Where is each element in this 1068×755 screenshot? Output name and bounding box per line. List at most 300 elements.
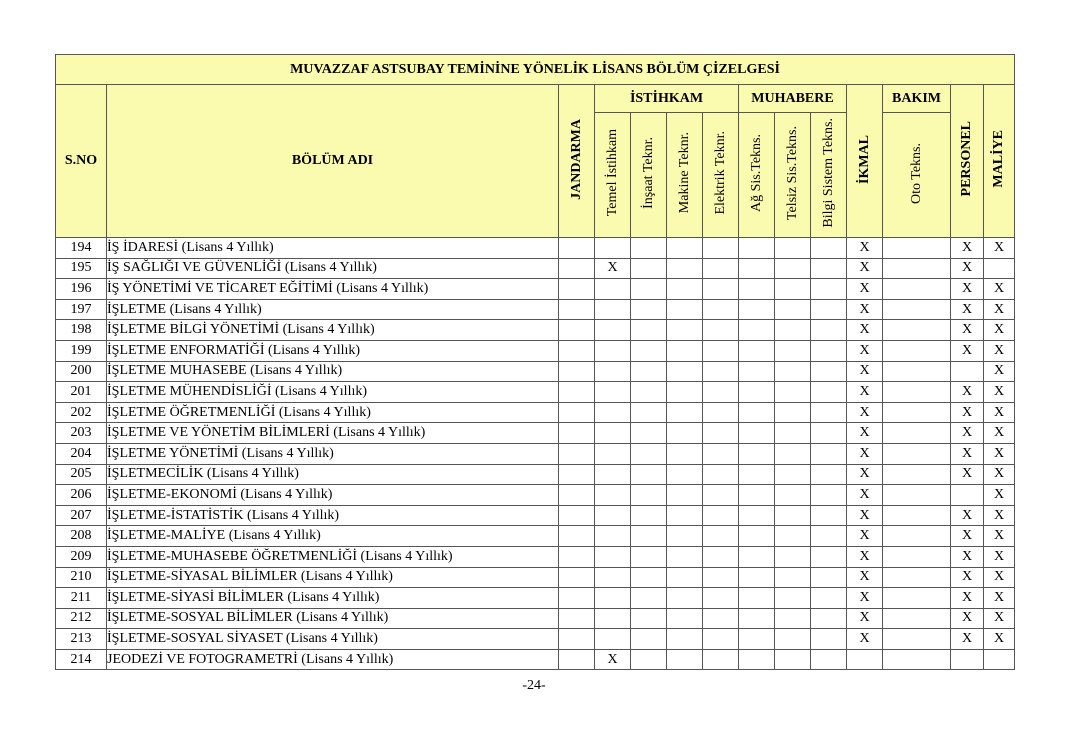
row-mark-cell: [595, 279, 631, 300]
row-mark-cell: [667, 423, 703, 444]
row-mark-cell: [631, 443, 667, 464]
row-mark-cell: [811, 505, 847, 526]
row-mark-cell: X: [847, 258, 883, 279]
row-mark-cell: X: [847, 402, 883, 423]
row-mark-cell: [559, 361, 595, 382]
row-mark-cell: X: [984, 279, 1015, 300]
row-department-name: İŞLETME VE YÖNETİM BİLİMLERİ (Lisans 4 Yıllık): [107, 423, 559, 444]
row-mark-cell: X: [951, 629, 984, 650]
subheader-ag-sis-tekns: Ağ Sis.Tekns.: [748, 134, 764, 212]
row-mark-cell: X: [951, 443, 984, 464]
row-mark-cell: [667, 382, 703, 403]
row-mark-cell: [559, 279, 595, 300]
row-mark-cell: [739, 279, 775, 300]
row-mark-cell: X: [984, 526, 1015, 547]
row-mark-cell: [883, 505, 951, 526]
row-mark-cell: [559, 588, 595, 609]
row-mark-cell: X: [984, 382, 1015, 403]
row-mark-cell: [739, 382, 775, 403]
row-mark-cell: [703, 279, 739, 300]
row-mark-cell: [631, 588, 667, 609]
row-mark-cell: [631, 423, 667, 444]
subheader-bilgi-sistem-tekns: Bilgi Sistem Tekns.: [820, 118, 836, 228]
row-mark-cell: [703, 238, 739, 259]
row-mark-cell: [559, 608, 595, 629]
row-department-name: İŞ SAĞLIĞI VE GÜVENLİĞİ (Lisans 4 Yıllık): [107, 258, 559, 279]
row-mark-cell: [703, 629, 739, 650]
row-department-name: İŞLETME-SOSYAL SİYASET (Lisans 4 Yıllık): [107, 629, 559, 650]
row-mark-cell: [883, 629, 951, 650]
header-sno: S.NO: [56, 85, 107, 238]
row-mark-cell: [595, 588, 631, 609]
row-sno: 212: [56, 608, 107, 629]
row-mark-cell: X: [984, 402, 1015, 423]
row-mark-cell: [631, 340, 667, 361]
row-sno: 211: [56, 588, 107, 609]
row-mark-cell: [883, 567, 951, 588]
row-mark-cell: [811, 361, 847, 382]
subheader-cell: [775, 113, 811, 238]
row-mark-cell: X: [984, 588, 1015, 609]
row-mark-cell: [667, 608, 703, 629]
row-department-name: İŞLETME-SİYASAL BİLİMLER (Lisans 4 Yıllık): [107, 567, 559, 588]
row-mark-cell: [559, 238, 595, 259]
row-mark-cell: [559, 649, 595, 670]
row-mark-cell: [631, 629, 667, 650]
row-mark-cell: [811, 279, 847, 300]
row-mark-cell: [775, 608, 811, 629]
row-department-name: İŞLETME-EKONOMİ (Lisans 4 Yıllık): [107, 485, 559, 506]
row-mark-cell: [631, 279, 667, 300]
row-mark-cell: [703, 526, 739, 547]
row-department-name: İŞLETME ENFORMATİĞİ (Lisans 4 Yıllık): [107, 340, 559, 361]
row-mark-cell: [883, 526, 951, 547]
row-mark-cell: X: [951, 608, 984, 629]
department-table: [55, 54, 1015, 670]
row-mark-cell: [775, 320, 811, 341]
row-mark-cell: [739, 505, 775, 526]
row-mark-cell: X: [984, 567, 1015, 588]
row-mark-cell: [703, 402, 739, 423]
row-mark-cell: [984, 258, 1015, 279]
row-sno: 210: [56, 567, 107, 588]
row-mark-cell: X: [951, 505, 984, 526]
row-mark-cell: [883, 649, 951, 670]
row-mark-cell: [559, 402, 595, 423]
row-mark-cell: [739, 361, 775, 382]
row-mark-cell: [739, 423, 775, 444]
header-muhabere: MUHABERE: [739, 85, 847, 113]
row-mark-cell: [631, 299, 667, 320]
row-mark-cell: [739, 340, 775, 361]
row-department-name: İŞLETME YÖNETİMİ (Lisans 4 Yıllık): [107, 443, 559, 464]
row-mark-cell: [703, 608, 739, 629]
table-row: [56, 629, 1015, 650]
row-mark-cell: [775, 402, 811, 423]
row-mark-cell: [811, 608, 847, 629]
row-mark-cell: [811, 588, 847, 609]
row-mark-cell: X: [951, 402, 984, 423]
row-mark-cell: [559, 340, 595, 361]
row-mark-cell: [703, 485, 739, 506]
row-mark-cell: [703, 299, 739, 320]
table-body: [56, 238, 1015, 670]
row-mark-cell: X: [984, 443, 1015, 464]
row-mark-cell: X: [951, 588, 984, 609]
table-row: [56, 382, 1015, 403]
row-mark-cell: [667, 485, 703, 506]
row-mark-cell: X: [847, 485, 883, 506]
row-mark-cell: [595, 464, 631, 485]
row-mark-cell: X: [951, 340, 984, 361]
row-mark-cell: [811, 649, 847, 670]
row-mark-cell: [667, 443, 703, 464]
row-mark-cell: [559, 485, 595, 506]
table-row: [56, 588, 1015, 609]
table-row: [56, 340, 1015, 361]
table-row: [56, 567, 1015, 588]
row-mark-cell: [739, 299, 775, 320]
row-mark-cell: [739, 567, 775, 588]
row-sno: 201: [56, 382, 107, 403]
subheader-telsiz-sis-tekns: Telsiz Sis.Tekns.: [784, 125, 800, 221]
row-sno: 196: [56, 279, 107, 300]
row-department-name: İŞLETME (Lisans 4 Yıllık): [107, 299, 559, 320]
row-mark-cell: [595, 567, 631, 588]
row-mark-cell: [739, 588, 775, 609]
row-sno: 203: [56, 423, 107, 444]
row-sno: 194: [56, 238, 107, 259]
row-mark-cell: [811, 320, 847, 341]
row-mark-cell: [559, 258, 595, 279]
subheader-cell: [703, 113, 739, 238]
table-row: [56, 485, 1015, 506]
row-mark-cell: X: [984, 485, 1015, 506]
row-mark-cell: [775, 238, 811, 259]
row-mark-cell: [775, 299, 811, 320]
row-mark-cell: [775, 526, 811, 547]
table-title: MUVAZZAF ASTSUBAY TEMİNİNE YÖNELİK LİSANS BÖLÜM ÇİZELGESİ: [56, 55, 1015, 85]
table-row: [56, 299, 1015, 320]
subheader-cell: [811, 113, 847, 238]
row-mark-cell: [595, 402, 631, 423]
row-mark-cell: X: [847, 320, 883, 341]
row-mark-cell: [595, 608, 631, 629]
row-department-name: İŞLETME-İSTATİSTİK (Lisans 4 Yıllık): [107, 505, 559, 526]
row-mark-cell: [595, 238, 631, 259]
row-mark-cell: [559, 505, 595, 526]
table-row: [56, 546, 1015, 567]
row-mark-cell: [811, 485, 847, 506]
row-mark-cell: [631, 546, 667, 567]
row-mark-cell: X: [951, 464, 984, 485]
row-department-name: İŞ YÖNETİMİ VE TİCARET EĞİTİMİ (Lisans 4 Yıllık): [107, 279, 559, 300]
table-row: [56, 443, 1015, 464]
row-sno: 214: [56, 649, 107, 670]
row-mark-cell: [775, 361, 811, 382]
subheader-cell: [667, 113, 703, 238]
row-mark-cell: [703, 361, 739, 382]
row-mark-cell: [811, 443, 847, 464]
row-mark-cell: [811, 238, 847, 259]
row-mark-cell: X: [847, 382, 883, 403]
row-mark-cell: [811, 299, 847, 320]
row-mark-cell: [739, 485, 775, 506]
row-mark-cell: [595, 423, 631, 444]
row-mark-cell: [631, 258, 667, 279]
table-row: [56, 505, 1015, 526]
header-istihkam: İSTİHKAM: [595, 85, 739, 113]
row-sno: 200: [56, 361, 107, 382]
row-mark-cell: [883, 382, 951, 403]
row-mark-cell: [775, 443, 811, 464]
table-row: [56, 464, 1015, 485]
row-mark-cell: [703, 258, 739, 279]
row-mark-cell: [559, 299, 595, 320]
row-mark-cell: [984, 649, 1015, 670]
row-mark-cell: X: [984, 629, 1015, 650]
row-mark-cell: [559, 382, 595, 403]
row-mark-cell: [703, 320, 739, 341]
header-ikmal: [847, 85, 883, 238]
table-row: [56, 649, 1015, 670]
row-mark-cell: [703, 649, 739, 670]
row-mark-cell: [883, 299, 951, 320]
header-ikmal-label: İKMAL: [856, 134, 872, 184]
row-department-name: İŞLETME-SİYASİ BİLİMLER (Lisans 4 Yıllık): [107, 588, 559, 609]
row-mark-cell: X: [595, 649, 631, 670]
row-mark-cell: X: [951, 382, 984, 403]
row-mark-cell: [739, 629, 775, 650]
row-mark-cell: [883, 340, 951, 361]
row-mark-cell: [883, 485, 951, 506]
row-mark-cell: X: [847, 608, 883, 629]
row-mark-cell: [667, 546, 703, 567]
subheader-cell: [595, 113, 631, 238]
row-department-name: İŞLETME-SOSYAL BİLİMLER (Lisans 4 Yıllık): [107, 608, 559, 629]
row-mark-cell: [595, 629, 631, 650]
row-mark-cell: [703, 464, 739, 485]
row-department-name: İŞLETME-MUHASEBE ÖĞRETMENLİĞİ (Lisans 4 Yıllık): [107, 546, 559, 567]
row-mark-cell: [811, 382, 847, 403]
row-mark-cell: [739, 402, 775, 423]
row-mark-cell: [883, 464, 951, 485]
row-mark-cell: [667, 505, 703, 526]
row-mark-cell: [703, 382, 739, 403]
page-number: -24-: [522, 678, 546, 693]
row-mark-cell: [775, 505, 811, 526]
row-mark-cell: [667, 629, 703, 650]
row-mark-cell: X: [847, 299, 883, 320]
row-mark-cell: X: [951, 299, 984, 320]
row-mark-cell: [595, 340, 631, 361]
row-mark-cell: X: [984, 423, 1015, 444]
row-sno: 202: [56, 402, 107, 423]
row-department-name: İŞLETME BİLGİ YÖNETİMİ (Lisans 4 Yıllık): [107, 320, 559, 341]
row-mark-cell: [595, 485, 631, 506]
row-mark-cell: [667, 649, 703, 670]
row-mark-cell: [775, 546, 811, 567]
row-mark-cell: [667, 526, 703, 547]
row-mark-cell: X: [847, 546, 883, 567]
row-mark-cell: X: [595, 258, 631, 279]
row-department-name: JEODEZİ VE FOTOGRAMETRİ (Lisans 4 Yıllık): [107, 649, 559, 670]
row-mark-cell: [631, 464, 667, 485]
row-mark-cell: [631, 608, 667, 629]
row-mark-cell: [775, 382, 811, 403]
row-mark-cell: [739, 443, 775, 464]
row-mark-cell: X: [847, 526, 883, 547]
row-department-name: İŞLETME ÖĞRETMENLİĞİ (Lisans 4 Yıllık): [107, 402, 559, 423]
row-mark-cell: [631, 485, 667, 506]
row-mark-cell: [631, 382, 667, 403]
row-mark-cell: X: [984, 299, 1015, 320]
row-mark-cell: [739, 238, 775, 259]
row-mark-cell: [667, 238, 703, 259]
row-mark-cell: [775, 485, 811, 506]
row-mark-cell: X: [951, 279, 984, 300]
row-mark-cell: [739, 526, 775, 547]
row-sno: 208: [56, 526, 107, 547]
row-mark-cell: [595, 443, 631, 464]
row-mark-cell: [595, 361, 631, 382]
row-mark-cell: [595, 320, 631, 341]
table-row: [56, 361, 1015, 382]
row-mark-cell: X: [984, 238, 1015, 259]
header-name: BÖLÜM ADI: [107, 85, 559, 238]
row-mark-cell: X: [847, 629, 883, 650]
table-row: [56, 320, 1015, 341]
row-mark-cell: [595, 526, 631, 547]
row-sno: 213: [56, 629, 107, 650]
row-mark-cell: [883, 258, 951, 279]
row-mark-cell: [883, 279, 951, 300]
row-mark-cell: [775, 258, 811, 279]
row-mark-cell: [951, 649, 984, 670]
header-jandarma-label: JANDARMA: [568, 118, 584, 200]
row-mark-cell: [667, 340, 703, 361]
row-mark-cell: [559, 526, 595, 547]
row-mark-cell: [631, 567, 667, 588]
row-mark-cell: [739, 258, 775, 279]
row-mark-cell: [883, 320, 951, 341]
row-mark-cell: [883, 546, 951, 567]
table-row: [56, 608, 1015, 629]
row-mark-cell: [667, 279, 703, 300]
row-mark-cell: X: [951, 526, 984, 547]
row-mark-cell: X: [984, 464, 1015, 485]
row-mark-cell: [775, 279, 811, 300]
row-mark-cell: [883, 443, 951, 464]
row-mark-cell: [811, 526, 847, 547]
row-mark-cell: [811, 340, 847, 361]
row-mark-cell: [559, 567, 595, 588]
row-sno: 207: [56, 505, 107, 526]
subheader-insaat-teknr: İnşaat Teknr.: [640, 137, 656, 209]
row-mark-cell: X: [951, 567, 984, 588]
row-mark-cell: [775, 588, 811, 609]
row-mark-cell: [703, 423, 739, 444]
row-mark-cell: [631, 402, 667, 423]
row-department-name: İŞLETME-MALİYE (Lisans 4 Yıllık): [107, 526, 559, 547]
row-mark-cell: [559, 443, 595, 464]
header-personel: [951, 85, 984, 238]
row-sno: 206: [56, 485, 107, 506]
row-mark-cell: [703, 567, 739, 588]
row-mark-cell: X: [847, 443, 883, 464]
row-mark-cell: [667, 361, 703, 382]
row-mark-cell: [847, 649, 883, 670]
row-sno: 209: [56, 546, 107, 567]
table-row: [56, 402, 1015, 423]
row-mark-cell: [811, 258, 847, 279]
row-mark-cell: [775, 464, 811, 485]
subheader-cell: [883, 113, 951, 238]
row-mark-cell: [631, 238, 667, 259]
row-mark-cell: [667, 299, 703, 320]
row-sno: 205: [56, 464, 107, 485]
subheader-oto-tekns: Oto Tekns.: [908, 142, 924, 204]
row-sno: 204: [56, 443, 107, 464]
header-maliye: [984, 85, 1015, 238]
row-mark-cell: [883, 361, 951, 382]
row-mark-cell: [883, 423, 951, 444]
row-mark-cell: [811, 402, 847, 423]
row-mark-cell: X: [951, 258, 984, 279]
row-department-name: İŞ İDARESİ (Lisans 4 Yıllık): [107, 238, 559, 259]
row-mark-cell: [667, 588, 703, 609]
row-mark-cell: X: [984, 546, 1015, 567]
row-mark-cell: [811, 464, 847, 485]
row-mark-cell: X: [847, 464, 883, 485]
row-mark-cell: [631, 320, 667, 341]
row-mark-cell: X: [847, 340, 883, 361]
row-mark-cell: [739, 320, 775, 341]
row-mark-cell: X: [847, 279, 883, 300]
table-row: [56, 423, 1015, 444]
row-department-name: İŞLETMECİLİK (Lisans 4 Yıllık): [107, 464, 559, 485]
row-mark-cell: [631, 526, 667, 547]
row-mark-cell: [631, 649, 667, 670]
row-mark-cell: [775, 649, 811, 670]
row-mark-cell: [775, 567, 811, 588]
row-mark-cell: X: [847, 361, 883, 382]
row-mark-cell: [595, 382, 631, 403]
subheader-cell: [631, 113, 667, 238]
row-mark-cell: [667, 258, 703, 279]
row-mark-cell: [667, 464, 703, 485]
row-mark-cell: [703, 546, 739, 567]
header-maliye-label: MALİYE: [991, 130, 1006, 188]
header-bakim: BAKIM: [883, 85, 951, 113]
row-mark-cell: [631, 361, 667, 382]
row-mark-cell: [667, 567, 703, 588]
row-mark-cell: [883, 608, 951, 629]
row-sno: 199: [56, 340, 107, 361]
table-row: [56, 238, 1015, 259]
row-mark-cell: X: [951, 546, 984, 567]
row-mark-cell: [775, 340, 811, 361]
row-mark-cell: [667, 402, 703, 423]
row-mark-cell: X: [984, 320, 1015, 341]
row-mark-cell: [811, 567, 847, 588]
table-row: [56, 526, 1015, 547]
row-mark-cell: X: [951, 238, 984, 259]
row-mark-cell: [559, 320, 595, 341]
row-mark-cell: [739, 608, 775, 629]
row-mark-cell: [595, 505, 631, 526]
subheader-cell: [739, 113, 775, 238]
